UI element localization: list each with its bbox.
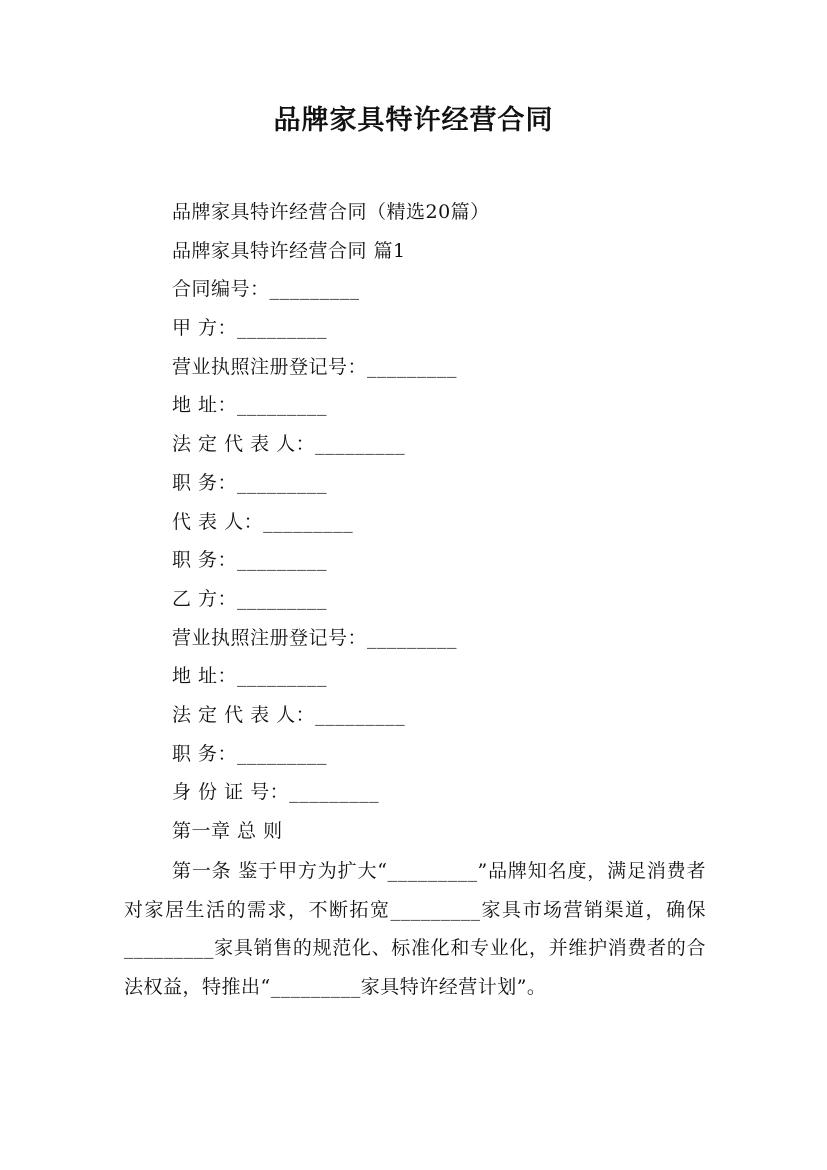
party-b-line: 乙 方：_________: [172, 587, 328, 610]
party-a-legal-rep-line: 法 定 代 表 人：_________: [172, 433, 406, 456]
contract-number-line: 合同编号：_________: [172, 278, 360, 301]
article-one-paragraph: 第一条 鉴于甲方为扩大“_________”品牌知名度，满足消费者对家居生活的需求，不断拓宽_________家具市场营销渠道，确保_________家具销售的规范化、标准化和专业化，并维护消费者的合法权益，特推出“_________家具特许经营计划”。: [124, 860, 706, 999]
party-a-address-line: 地 址：_________: [172, 394, 328, 417]
chapter-heading: 第一章 总 则: [172, 820, 283, 842]
party-b-title-line: 职 务：_________: [172, 742, 328, 765]
subtitle-line: 品牌家具特许经营合同（精选20篇）: [172, 201, 490, 223]
party-a-license-line: 营业执照注册登记号：_________: [172, 355, 458, 378]
party-a-title-line: 职 务：_________: [172, 471, 328, 494]
document-title: 品牌家具特许经营合同: [273, 105, 554, 136]
party-b-address-line: 地 址：_________: [172, 665, 328, 688]
party-a-representative-line: 代 表 人：_________: [172, 510, 354, 533]
party-a-line: 甲 方：_________: [172, 317, 328, 340]
party-b-legal-rep-line: 法 定 代 表 人：_________: [172, 703, 406, 726]
party-b-id-number-line: 身 份 证 号：_________: [172, 781, 380, 804]
section-heading: 品牌家具特许经营合同 篇1: [172, 239, 406, 262]
party-a-rep-title-line: 职 务：_________: [172, 549, 328, 572]
party-b-license-line: 营业执照注册登记号：_________: [172, 626, 458, 649]
contract-fields: [172, 193, 712, 851]
